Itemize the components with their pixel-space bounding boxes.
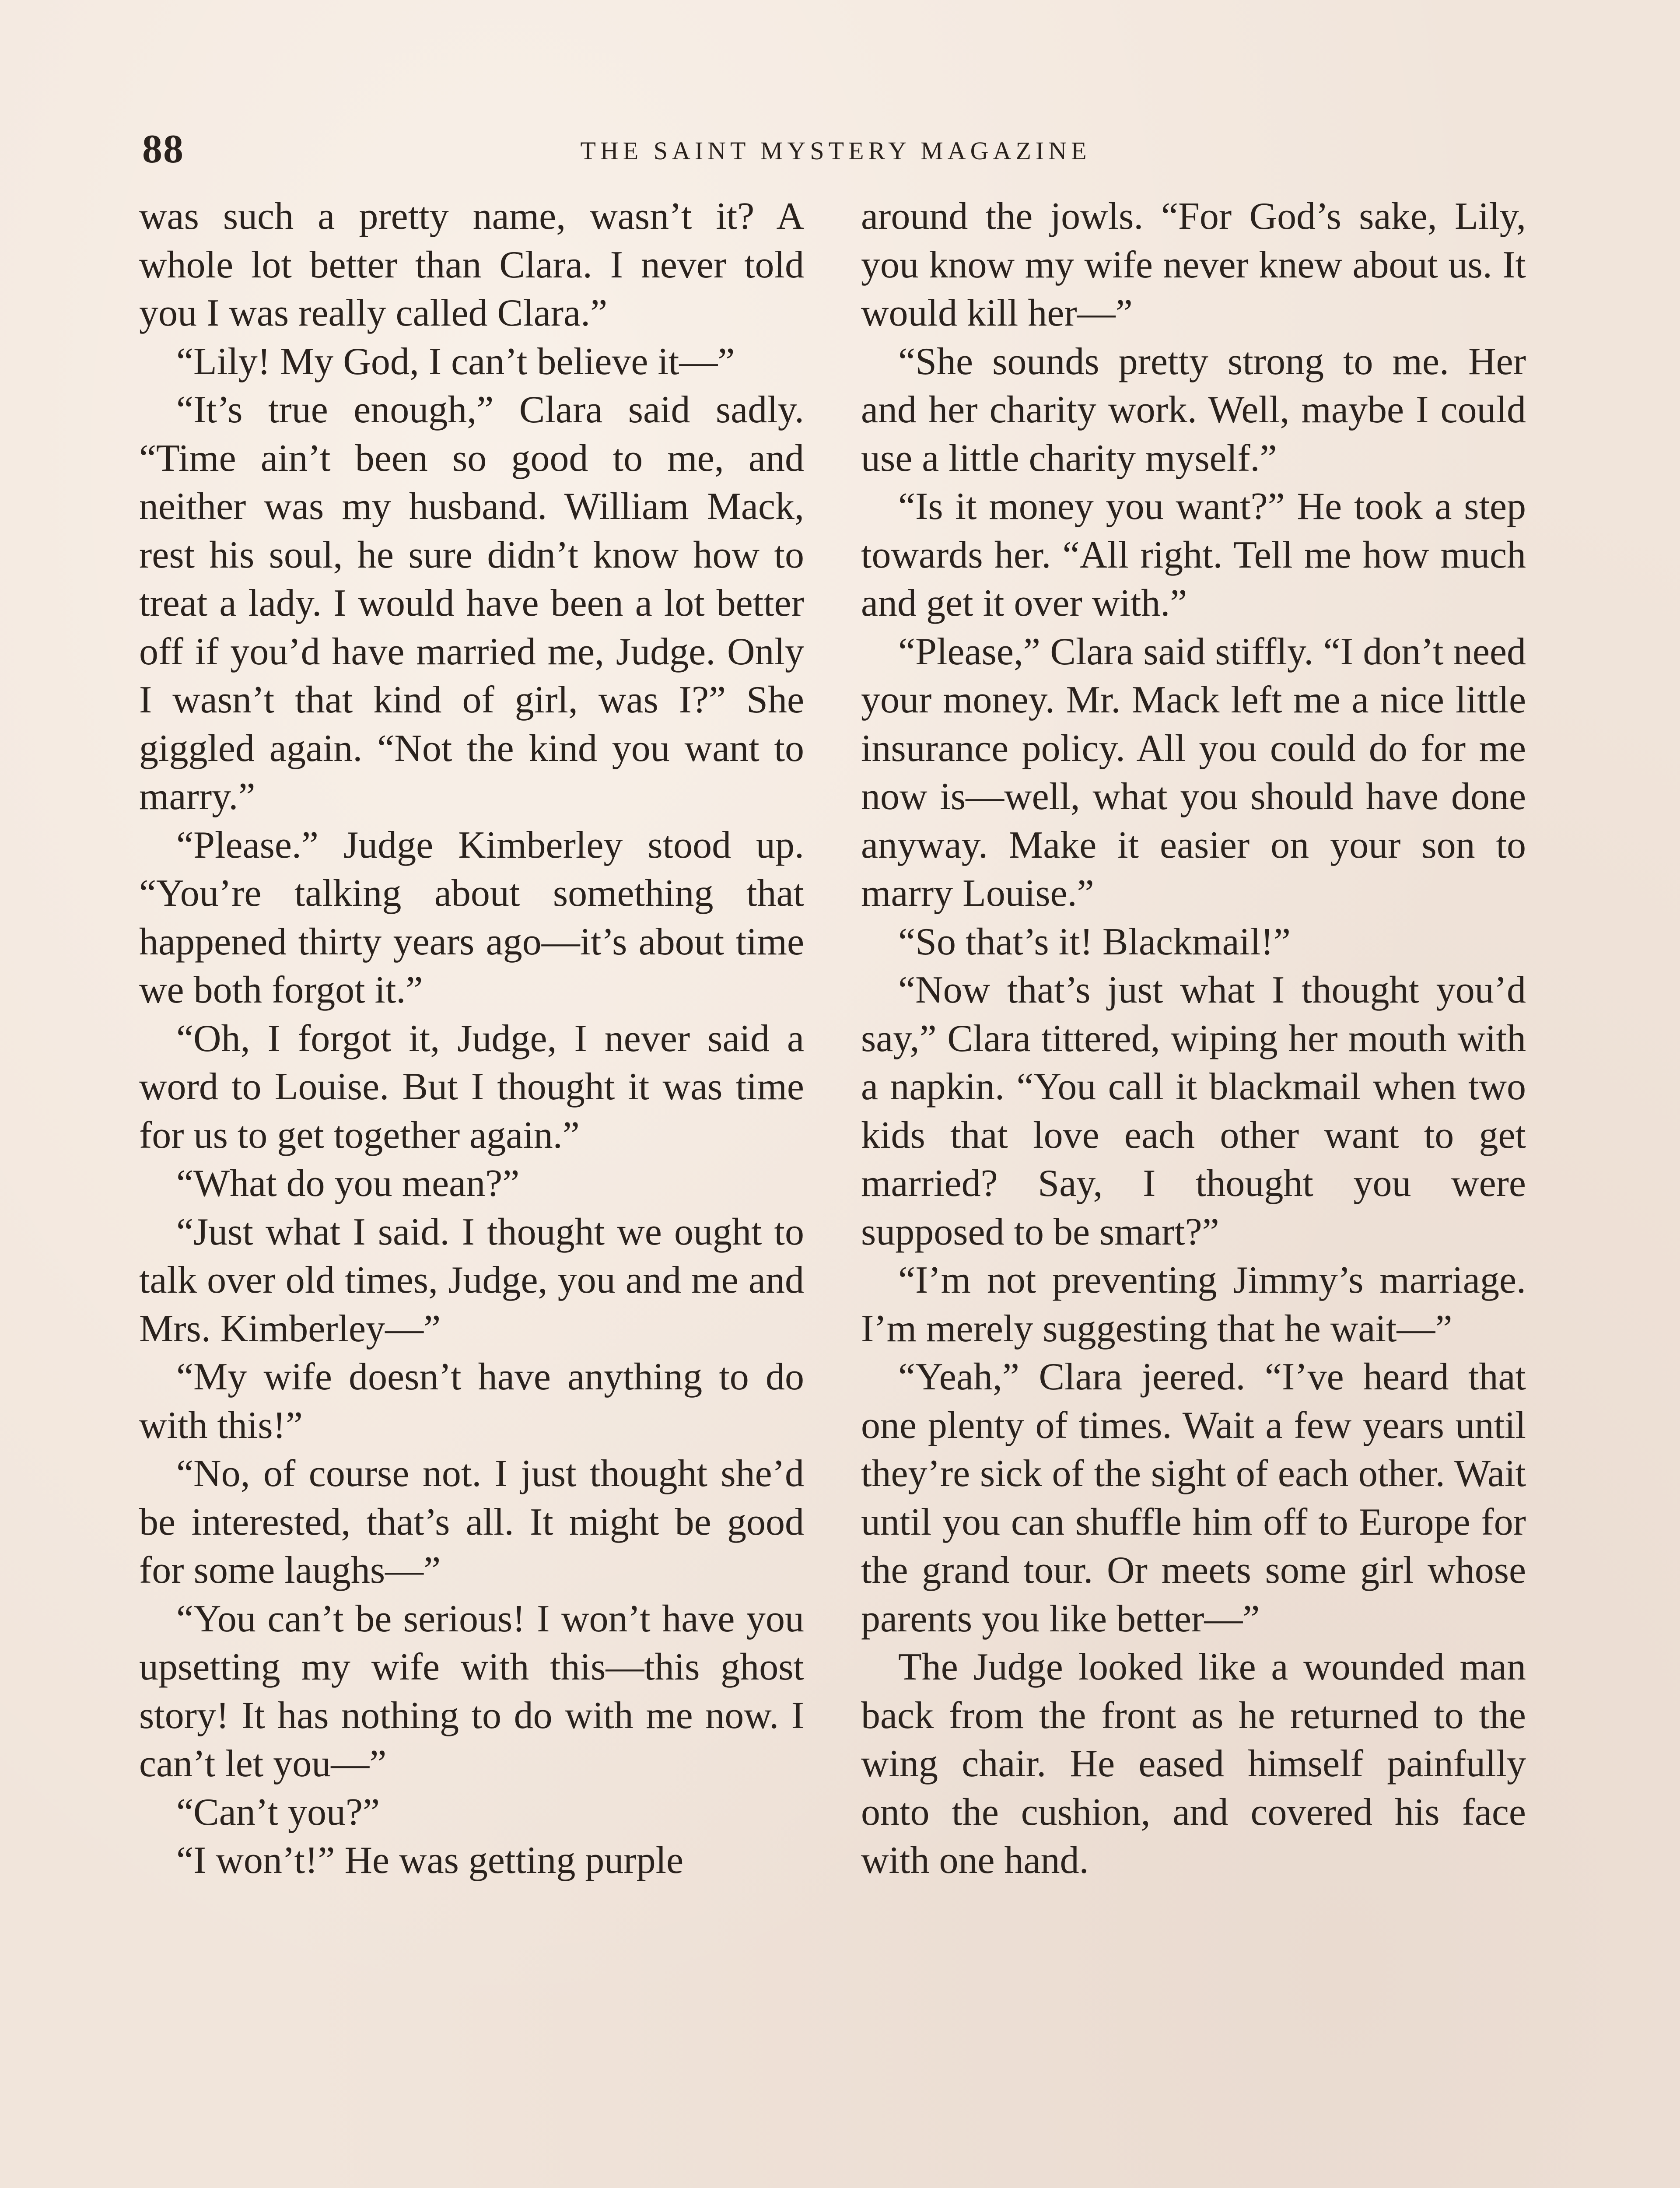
page-number: 88 <box>142 126 184 171</box>
paragraph: was such a pretty name, wasn’t it? A whole lot better than Clara. I never told you I was really called Clara.” <box>139 195 804 334</box>
paragraph: “It’s true enough,” Clara said sadly. “Time ain’t been so good to me, and neither was my husband. William Mack, rest his soul, he sure didn’t know how to treat a lady. I would have been a lot better off if you’d have married me, Judge. Only I wasn’t that kind of girl, was I?” She giggled again. “Not the kind you want to marry.” <box>139 389 804 818</box>
magazine-title: THE SAINT MYSTERY MAGAZINE <box>580 137 1091 165</box>
paragraph: “Lily! My God, I can’t believe it—” <box>176 340 735 383</box>
paragraph: “What do you mean?” <box>176 1162 520 1205</box>
paragraph: “Now that’s just what I thought you’d say,” Clara tittered, wiping her mouth with a napkin. “You call it blackmail when two kids that love each other want to get married? Say, I thought you were supposed to be smart?” <box>861 969 1526 1253</box>
paragraph: “I won’t!” He was getting purple <box>176 1839 684 1882</box>
paragraph: “I’m not preventing Jimmy’s marriage. I’m merely suggesting that he wait—” <box>861 1259 1526 1350</box>
paragraph: “She sounds pretty strong to me. Her and her charity work. Well, maybe I could use a little charity myself.” <box>861 340 1526 480</box>
right-column <box>861 193 1526 1885</box>
left-column <box>139 193 804 1885</box>
paragraph: “Can’t you?” <box>176 1791 380 1834</box>
paragraph: “Please.” Judge Kimberley stood up. “You’re talking about something that happened thirty years ago—it’s about time we both forgot it.” <box>139 824 804 1011</box>
paragraph: “Just what I said. I thought we ought to talk over old times, Judge, you and me and Mrs. Kimberley—” <box>139 1210 804 1350</box>
paragraph: “You can’t be serious! I won’t have you upsetting my wife with this—this ghost story! It has nothing to do with me now. I can’t let you—” <box>139 1597 804 1785</box>
paragraph: “No, of course not. I just thought she’d be interested, that’s all. It might be good for some laughs—” <box>139 1452 804 1592</box>
paragraph: “So that’s it! Blackmail!” <box>898 920 1291 963</box>
paragraph: “Please,” Clara said stiffly. “I don’t need your money. Mr. Mack left me a nice little insurance policy. All you could do for me now is—well, what you should have done anyway. Make it easier on your son to marry Louise.” <box>861 630 1526 915</box>
paragraph: “My wife doesn’t have anything to do with this!” <box>139 1356 804 1447</box>
paragraph: “Oh, I forgot it, Judge, I never said a word to Louise. But I thought it was time for us to get together again.” <box>139 1017 804 1157</box>
paragraph: The Judge looked like a wounded man back from the front as he returned to the wing chair. He eased himself painfully onto the cushion, and covered his face with one hand. <box>861 1646 1526 1882</box>
page-header <box>142 125 1529 173</box>
paragraph: “Yeah,” Clara jeered. “I’ve heard that one plenty of times. Wait a few years until they’re sick of the sight of each other. Wait until you can shuffle him off to Europe for the grand tour. Or meets some girl whose parents you like better—” <box>861 1356 1526 1640</box>
paragraph: “Is it money you want?” He took a step towards her. “All right. Tell me how much and get it over with.” <box>861 485 1526 624</box>
paragraph: around the jowls. “For God’s sake, Lily, you know my wife never knew about us. It would kill her—” <box>861 195 1526 334</box>
